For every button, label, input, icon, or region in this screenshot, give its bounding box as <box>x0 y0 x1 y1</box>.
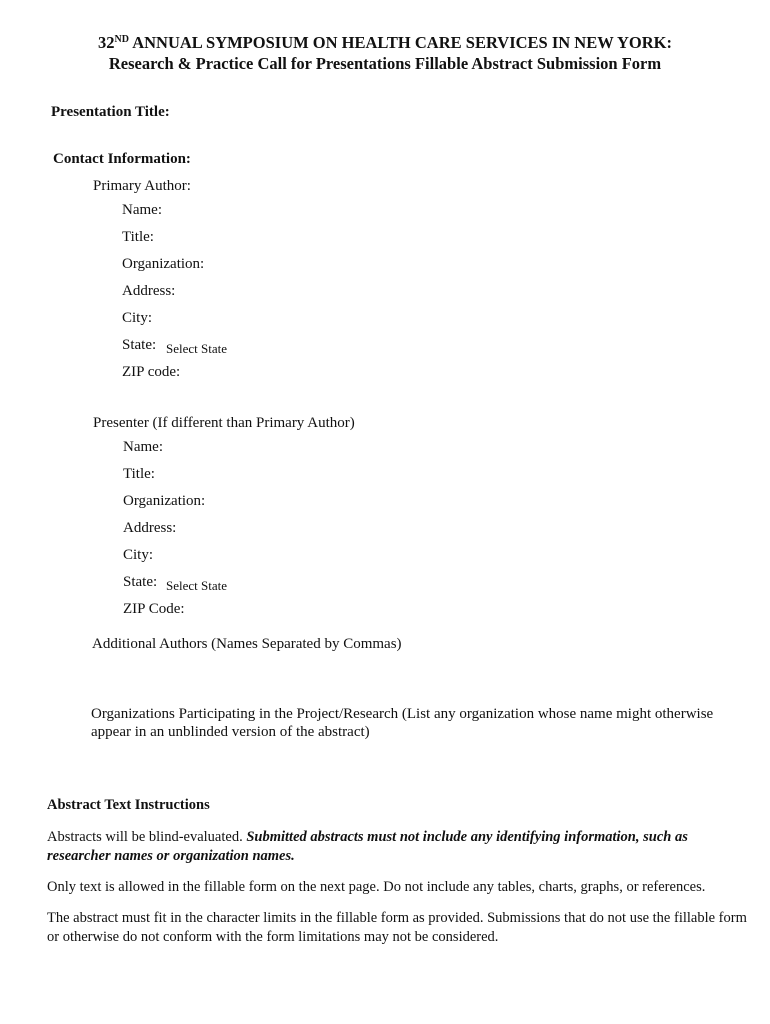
primary-author-city-label: City: <box>122 310 153 326</box>
presentation-title-field[interactable] <box>180 104 724 124</box>
title-number: 32 <box>98 33 115 52</box>
presenter-address-field[interactable] <box>185 520 609 540</box>
primary-author-city-field[interactable] <box>160 310 584 330</box>
presenter-state-select[interactable]: Select State <box>166 578 228 593</box>
presenter-zip-field[interactable] <box>192 601 396 621</box>
presenter-title-label: Title: <box>123 466 155 482</box>
primary-author-zip-field[interactable] <box>190 364 394 384</box>
instructions-paragraph-2: Only text is allowed in the fillable form on the next page. Do not include any tables, charts, graphs, or references. <box>47 879 706 895</box>
presenter-city-label: City: <box>123 547 154 563</box>
primary-author-name-label: Name: <box>122 202 162 218</box>
presenter-zip-label: ZIP Code: <box>123 601 185 617</box>
organizations-label-line1: Organizations Participating in the Project/Research (List any organization whose name might otherwise <box>91 706 714 722</box>
primary-author-state-select[interactable]: Select State <box>166 341 228 356</box>
title-ordinal: ND <box>114 34 129 45</box>
presenter-city-field[interactable] <box>160 547 584 567</box>
primary-author-heading: Primary Author: <box>93 178 191 194</box>
instructions-paragraph-3: The abstract must fit in the character limits in the fillable form as provided. Submissions that do not use the fillable form or otherwise do not conform with the form limitations may not be considered. <box>47 910 747 945</box>
presenter-organization-field[interactable] <box>215 493 639 513</box>
organizations-field[interactable] <box>92 748 716 768</box>
presenter-organization-label: Organization: <box>123 493 206 509</box>
primary-author-organization-label: Organization: <box>122 256 205 272</box>
presenter-title-field[interactable] <box>165 466 589 486</box>
additional-authors-field[interactable] <box>92 660 716 680</box>
primary-author-name-field[interactable] <box>170 202 594 222</box>
presenter-address-label: Address: <box>123 520 177 536</box>
organizations-label-line2: appear in an unblinded version of the abstract) <box>91 724 370 740</box>
page-subtitle: Research & Practice Call for Presentations Fillable Abstract Submission Form <box>108 54 662 73</box>
primary-author-address-label: Address: <box>122 283 176 299</box>
presenter-state-label: State: <box>123 574 158 590</box>
title-text: ANNUAL SYMPOSIUM ON HEALTH CARE SERVICES IN NEW YORK: <box>129 33 672 52</box>
contact-info-heading: Contact Information: <box>53 151 191 167</box>
primary-author-state-label: State: <box>122 337 157 353</box>
primary-author-organization-field[interactable] <box>215 256 639 276</box>
instructions-p1-text: Abstracts will be blind-evaluated. <box>47 829 247 845</box>
instructions-p1-emphasis: Submitted abstracts must not include any identifying information, such as researcher names or organization names. <box>47 829 688 864</box>
instructions-heading: Abstract Text Instructions <box>47 797 210 813</box>
presenter-name-field[interactable] <box>170 439 594 459</box>
additional-authors-label: Additional Authors (Names Separated by Commas) <box>92 636 402 652</box>
primary-author-address-field[interactable] <box>185 283 609 303</box>
presenter-heading: Presenter (If different than Primary Author) <box>93 415 355 431</box>
page-title <box>0 33 770 53</box>
presenter-name-label: Name: <box>123 439 163 455</box>
presentation-title-label: Presentation Title: <box>51 104 170 120</box>
primary-author-zip-label: ZIP code: <box>122 364 181 380</box>
primary-author-title-label: Title: <box>122 229 154 245</box>
primary-author-title-field[interactable] <box>165 229 589 249</box>
instructions-paragraph-1 <box>47 828 747 866</box>
